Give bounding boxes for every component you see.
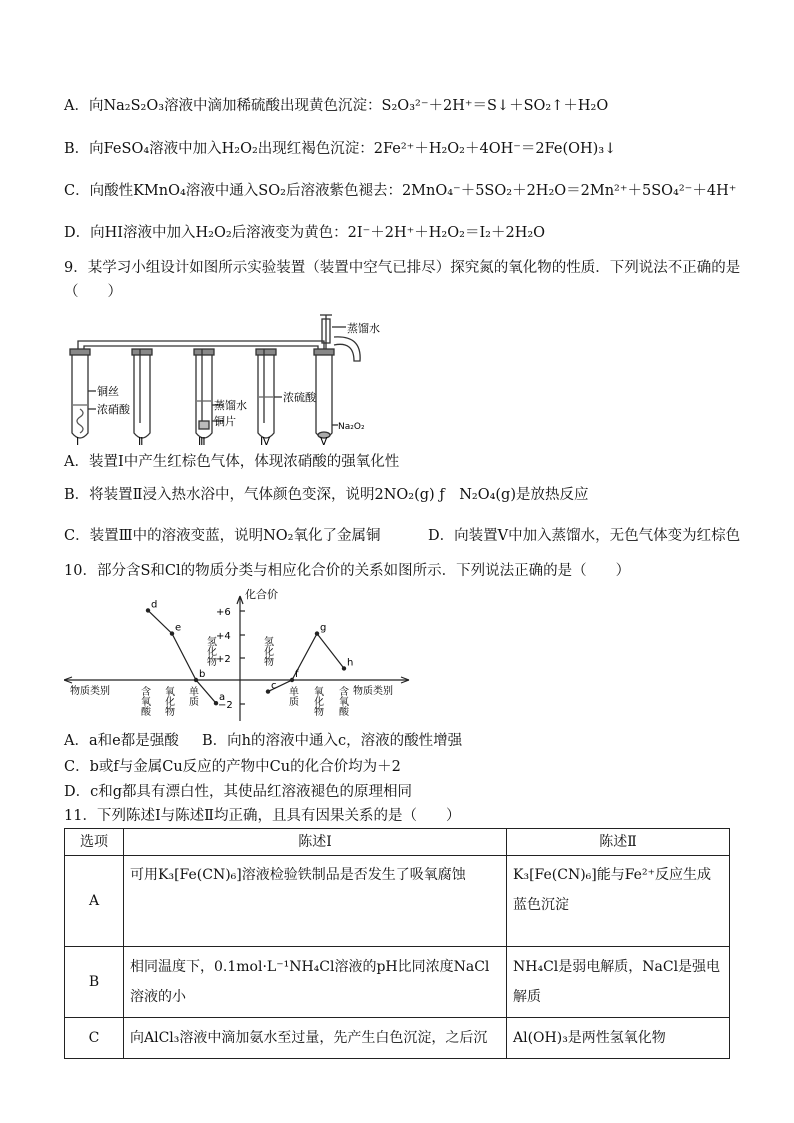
- point-label-c: c: [271, 680, 277, 692]
- y-tick-minus-2: −2: [218, 700, 233, 711]
- point-label-g: g: [320, 622, 327, 634]
- roman-label-5: Ⅴ: [320, 435, 328, 447]
- y-tick-2: +2: [216, 654, 231, 665]
- q9-option-c: C．装置Ⅲ中的溶液变蓝，说明NO₂氧化了金属铜: [64, 528, 381, 544]
- valence-chart: [64, 586, 414, 726]
- point-label-e: e: [175, 622, 182, 634]
- point-label-f: f: [295, 669, 299, 680]
- y-tick-6: +6: [216, 607, 231, 618]
- row-c-option: C: [65, 1018, 124, 1059]
- q8-option-b: B．向FeSO₄溶液中加入H₂O₂出现红褐色沉淀：2Fe²⁺＋H₂O₂＋4OH⁻＝2Fe(OH)₃↓: [64, 141, 617, 157]
- chart-point-h: [342, 666, 346, 670]
- point-label-d: d: [151, 599, 158, 611]
- chart-point-f: [290, 678, 294, 682]
- roman-label-3: Ⅲ: [198, 435, 206, 447]
- point-label-h: h: [347, 657, 354, 669]
- row-c-statement-2: Al(OH)₃是两性氢氧化物: [507, 1018, 730, 1059]
- q9-option-b: B．将装置Ⅱ浸入热水浴中，气体颜色变深，说明2NO₂(g) ƒ N₂O₄(g)是放热反应: [64, 487, 589, 503]
- cat-left-oxide: 氧化物: [162, 686, 174, 716]
- q10-option-c: C．b或f与金属Cu反应的产物中Cu的化合价均为＋2: [64, 759, 401, 775]
- cat-left-element: 单质: [186, 686, 198, 706]
- point-label-b: b: [199, 669, 206, 680]
- roman-label-1: Ⅰ: [76, 435, 80, 447]
- q8-option-d: D．向HI溶液中加入H₂O₂后溶液变为黄色：2I⁻＋2H⁺＋H₂O₂＝I₂＋2H₂O: [64, 225, 546, 241]
- chart-y-label: 化合价: [245, 588, 278, 601]
- q9-option-d: D．向装置Ⅴ中加入蒸馏水，无色气体变为红棕色: [428, 528, 741, 544]
- q11-table: [64, 828, 730, 1059]
- cat-right-hydride: 氢化物: [261, 636, 273, 666]
- row-a-option: A: [65, 856, 124, 947]
- q10-option-b: B．向h的溶液中通入c，溶液的酸性增强: [202, 733, 463, 749]
- header-option: 选项: [65, 829, 124, 856]
- table-row: [65, 1018, 730, 1059]
- table-header-row: [65, 829, 730, 856]
- header-statement-1: 陈述Ⅰ: [124, 829, 507, 856]
- x-label-right: 物质类别: [353, 686, 393, 697]
- cat-right-oxyacid: 含氧酸: [336, 686, 348, 716]
- header-statement-2: 陈述Ⅱ: [507, 829, 730, 856]
- cat-right-element: 单质: [286, 686, 298, 706]
- roman-label-4: Ⅳ: [260, 435, 271, 447]
- cat-left-hydride: 氢化物: [204, 636, 216, 666]
- row-c-statement-1: 向AlCl₃溶液中滴加氨水至过量，先产生白色沉淀，之后沉: [124, 1018, 507, 1059]
- roman-label-2: Ⅱ: [138, 435, 144, 447]
- q8-option-a: A．向Na₂S₂O₃溶液中滴加稀硫酸出现黄色沉淀：S₂O₃²⁻＋2H⁺＝S↓＋SO₂↑＋H₂O: [64, 98, 609, 114]
- chart-point-e: [170, 631, 174, 635]
- table-row: [65, 947, 730, 1018]
- label-conc-nitric-acid: 浓硝酸: [97, 403, 130, 416]
- point-label-a: a: [219, 692, 226, 704]
- q11-stem: 11．下列陈述Ⅰ与陈述Ⅱ均正确，且具有因果关系的是（ ）: [64, 808, 461, 824]
- chart-point-b: [194, 678, 198, 682]
- x-label-left: 物质类别: [70, 686, 110, 697]
- table-row: [65, 856, 730, 947]
- row-b-option: B: [65, 947, 124, 1018]
- q9-stem: 9．某学习小组设计如图所示实验装置（装置中空气已排尽）探究氮的氧化物的性质．下列说法不正确的是: [64, 260, 741, 276]
- chart-point-g: [315, 631, 319, 635]
- label-conc-sulfuric-acid: 浓硫酸: [283, 391, 316, 404]
- q10-option-a: A．a和e都是强酸: [64, 733, 179, 749]
- y-tick-4: +4: [216, 631, 231, 642]
- q9-paren: （ ）: [64, 284, 122, 300]
- label-copper-wire: 铜丝: [97, 385, 119, 398]
- label-copper-sheet: 铜片: [214, 415, 236, 428]
- label-distilled-water: 蒸馏水: [347, 322, 380, 335]
- label-distilled-water-3: 蒸馏水: [214, 399, 247, 412]
- row-b-statement-2: NH₄Cl是弱电解质，NaCl是强电解质: [507, 947, 730, 1018]
- q10-stem: 10．部分含S和Cl的物质分类与相应化合价的关系如图所示．下列说法正确的是（ ）: [64, 563, 631, 579]
- label-na2o2: Na₂O₂: [338, 422, 365, 432]
- q9-option-a: A．装置Ⅰ中产生红棕色气体，体现浓硝酸的强氧化性: [64, 454, 400, 470]
- cat-left-oxyacid: 含氧酸: [138, 686, 150, 716]
- q8-option-c: C．向酸性KMnO₄溶液中通入SO₂后溶液紫色褪去：2MnO₄⁻＋5SO₂＋2H₂O＝2Mn²⁺＋5SO₄²⁻＋4H⁺: [64, 183, 737, 199]
- chart-point-c: [266, 689, 270, 693]
- row-a-statement-2: K₃[Fe(CN)₆]能与Fe²⁺反应生成蓝色沉淀: [507, 856, 730, 947]
- cat-right-oxide: 氧化物: [311, 686, 323, 716]
- row-b-statement-1: 相同温度下，0.1mol·L⁻¹NH₄Cl溶液的pH比同浓度NaCl溶液的小: [124, 947, 507, 1018]
- chart-point-d: [146, 608, 150, 612]
- row-a-statement-1: 可用K₃[Fe(CN)₆]溶液检验铁制品是否发生了吸氧腐蚀: [124, 856, 507, 947]
- q10-option-d: D．c和g都具有漂白性，其使品红溶液褪色的原理相同: [64, 784, 413, 800]
- series-line-2: [268, 634, 344, 692]
- apparatus-figure: [64, 305, 394, 447]
